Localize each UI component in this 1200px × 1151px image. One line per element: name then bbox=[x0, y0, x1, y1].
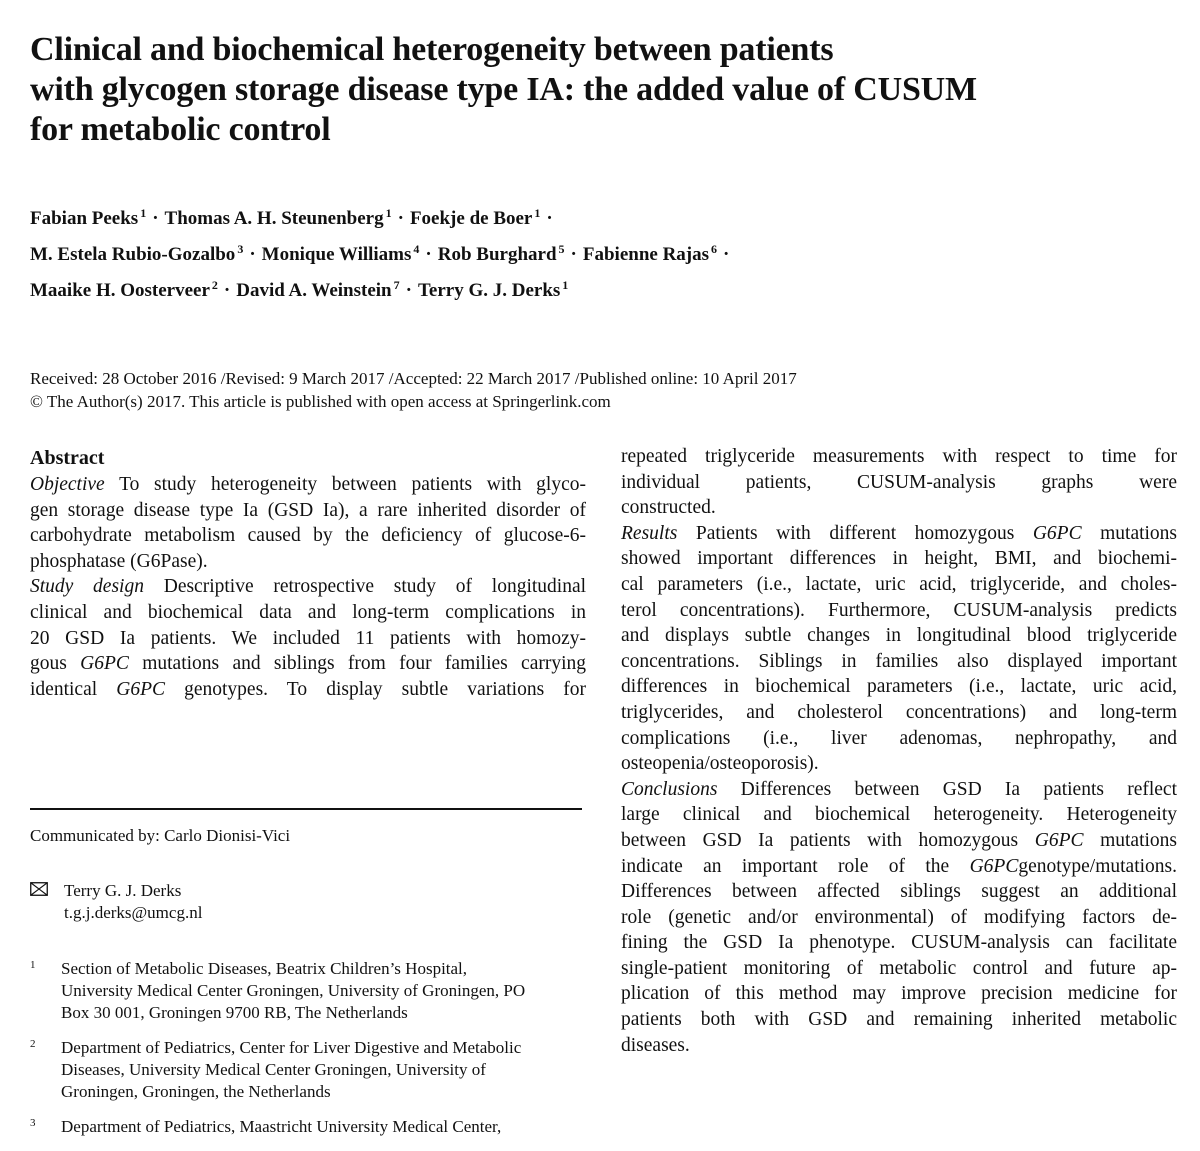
abstract-line bbox=[30, 472, 586, 498]
gene-name: G6PC bbox=[116, 678, 165, 700]
abstract-line bbox=[30, 677, 586, 703]
affiliation-line: Groningen, Groningen, the Netherlands bbox=[61, 1082, 331, 1101]
affiliation-list bbox=[30, 958, 590, 1151]
abstract-line bbox=[621, 828, 1177, 854]
conclusions-label: Conclusions bbox=[621, 778, 718, 800]
gene-name: G6PC bbox=[1034, 829, 1084, 851]
author-affiliation: 5 bbox=[558, 242, 565, 256]
abstract-line bbox=[621, 854, 1177, 880]
abstract-line: individual patients, CUSUM-analysis graphs were bbox=[621, 471, 1177, 493]
correspondence-block bbox=[30, 880, 202, 924]
author-affiliation: 1 bbox=[562, 278, 569, 292]
author-name: Fabienne Rajas bbox=[582, 244, 710, 265]
author-name: Rob Burghard bbox=[437, 244, 557, 265]
line-text: mutations and siblings from four families carrying bbox=[142, 653, 587, 675]
line-text: genotype/mutations. bbox=[1018, 855, 1178, 877]
author-name: Thomas A. H. Steunenberg bbox=[164, 208, 384, 229]
affiliation-line: Diseases, University Medical Center Groningen, University of bbox=[61, 1060, 486, 1079]
affiliation-line: Department of Pediatrics, Center for Liver Digestive and Metabolic bbox=[61, 1038, 522, 1057]
affiliation-number: 3 bbox=[30, 1117, 36, 1129]
author-line bbox=[30, 198, 1150, 234]
abstract-right-column bbox=[621, 444, 1177, 1058]
title-line: with glycogen storage disease type IA: the added value of CUSUM bbox=[30, 71, 977, 108]
copyright-notice: © The Author(s) 2017. This article is published with open access at Springerlink.com bbox=[30, 392, 611, 411]
author-separator: · bbox=[223, 280, 231, 301]
line-text: identical bbox=[30, 678, 98, 700]
line-text: mutations bbox=[1100, 829, 1178, 851]
footnote-divider bbox=[30, 808, 582, 810]
corresponding-author-email[interactable]: t.g.j.derks@umcg.nl bbox=[64, 903, 203, 922]
abstract-line: single-patient monitoring of metabolic control and future ap- bbox=[621, 957, 1177, 979]
author-affiliation: 1 bbox=[140, 206, 147, 220]
abstract-line: concentrations. Siblings in families also displayed important bbox=[621, 650, 1177, 672]
author-name: Terry G. J. Derks bbox=[417, 280, 561, 301]
abstract-line bbox=[30, 651, 586, 677]
article-title bbox=[30, 30, 1150, 150]
author-name: Fabian Peeks bbox=[30, 208, 139, 229]
abstract-line: terol concentrations). Furthermore, CUSUM-analysis predicts bbox=[621, 599, 1177, 621]
abstract-line bbox=[30, 574, 586, 600]
author-separator: · bbox=[570, 244, 577, 265]
history-dates: Received: 28 October 2016 /Revised: 9 March 2017 /Accepted: 22 March 2017 /Published online: 10 April 2017 bbox=[30, 369, 797, 388]
author-separator: · bbox=[397, 208, 404, 229]
line-text: To study heterogeneity between patients with glyco- bbox=[119, 474, 586, 495]
author-affiliation: 3 bbox=[237, 242, 244, 256]
affiliation-number: 2 bbox=[30, 1038, 36, 1050]
author-separator: · bbox=[405, 280, 412, 301]
line-text: indicate an important role of the bbox=[621, 855, 950, 877]
affiliation bbox=[30, 958, 590, 1024]
author-line bbox=[30, 270, 1150, 306]
author-list bbox=[30, 198, 1150, 306]
author-affiliation: 7 bbox=[393, 278, 400, 292]
author-separator: · bbox=[723, 244, 730, 265]
corresponding-author-name: Terry G. J. Derks bbox=[64, 881, 182, 900]
author-separator: · bbox=[425, 244, 432, 265]
affiliation bbox=[30, 1037, 590, 1103]
gene-name: G6PC bbox=[969, 855, 1019, 877]
abstract-line: phosphatase (G6Pase). bbox=[30, 550, 208, 572]
line-text: mutations bbox=[1100, 522, 1178, 544]
abstract-line: diseases. bbox=[621, 1034, 690, 1056]
gene-name: G6PC bbox=[1032, 522, 1082, 544]
abstract-line bbox=[621, 521, 1177, 547]
author-separator: · bbox=[249, 244, 256, 265]
communicated-by: Communicated by: Carlo Dionisi-Vici bbox=[30, 826, 291, 845]
affiliation-line: Box 30 001, Groningen 9700 RB, The Netherlands bbox=[61, 1003, 408, 1022]
abstract-left-column bbox=[30, 444, 586, 702]
abstract-line: showed important differences in height, BMI, and biochemi- bbox=[621, 548, 1177, 570]
affiliation-line: University Medical Center Groningen, University of Groningen, PO bbox=[61, 981, 526, 1000]
author-name: Monique Williams bbox=[261, 244, 412, 265]
abstract-line: clinical and biochemical data and long-term complications in bbox=[30, 601, 586, 623]
author-line bbox=[30, 234, 1150, 270]
abstract-line: 20 GSD Ia patients. We included 11 patients with homozy- bbox=[30, 627, 586, 649]
author-affiliation: 1 bbox=[534, 206, 541, 220]
abstract-line: cal parameters (i.e., lactate, uric acid, triglyceride, and choles- bbox=[621, 573, 1177, 595]
abstract-line: fining the GSD Ia phenotype. CUSUM-analysis can facilitate bbox=[621, 932, 1177, 954]
abstract-line: differences in biochemical parameters (i.e., lactate, uric acid, bbox=[621, 676, 1177, 698]
abstract-line: role (genetic and/or environmental) of modifying factors de- bbox=[621, 906, 1177, 928]
study-design-label: Study design bbox=[30, 576, 144, 598]
title-line: for metabolic control bbox=[30, 111, 331, 148]
line-text: between GSD Ia patients with homozygous bbox=[621, 829, 1019, 851]
author-affiliation: 4 bbox=[413, 242, 420, 256]
abstract-line: carbohydrate metabolism caused by the deficiency of glucose-6- bbox=[30, 525, 586, 547]
affiliation-line: Section of Metabolic Diseases, Beatrix Children’s Hospital, bbox=[61, 959, 468, 978]
line-text: Descriptive retrospective study of longitudinal bbox=[163, 576, 587, 598]
affiliation-line: Department of Pediatrics, Maastricht University Medical Center, bbox=[61, 1117, 502, 1136]
abstract-line: triglycerides, and cholesterol concentrations) and long-term bbox=[621, 701, 1177, 723]
abstract-line: and displays subtle changes in longitudinal blood triglyceride bbox=[621, 625, 1177, 647]
line-text: genotypes. To display subtle variations for bbox=[184, 678, 587, 700]
line-text: Patients with different homozygous bbox=[695, 522, 1015, 544]
author-affiliation: 1 bbox=[385, 206, 392, 220]
abstract-line: large clinical and biochemical heterogeneity. Heterogeneity bbox=[621, 804, 1177, 826]
title-line: Clinical and biochemical heterogeneity between patients bbox=[30, 31, 834, 68]
abstract-line: repeated triglyceride measurements with respect to time for bbox=[621, 446, 1177, 467]
line-text: gous bbox=[30, 653, 67, 675]
abstract-line: complications (i.e., liver adenomas, nephropathy, and bbox=[621, 727, 1177, 749]
abstract-line: patients both with GSD and remaining inherited metabolic bbox=[621, 1009, 1177, 1031]
author-name: Foekje de Boer bbox=[409, 208, 533, 229]
objective-label: Objective bbox=[30, 474, 105, 495]
author-separator: · bbox=[546, 208, 553, 229]
abstract-line: osteopenia/osteoporosis). bbox=[621, 753, 819, 775]
envelope-icon bbox=[30, 882, 48, 896]
abstract-line: plication of this method may improve precision medicine for bbox=[621, 983, 1177, 1005]
author-name: David A. Weinstein bbox=[236, 280, 392, 301]
author-separator: · bbox=[152, 208, 159, 229]
gene-name: G6PC bbox=[80, 653, 129, 675]
affiliation bbox=[30, 1116, 590, 1138]
author-affiliation: 2 bbox=[211, 278, 218, 292]
publication-history bbox=[30, 367, 1150, 413]
author-affiliation: 6 bbox=[711, 242, 718, 256]
author-name: M. Estela Rubio-Gozalbo bbox=[30, 244, 236, 265]
abstract-line: constructed. bbox=[621, 497, 716, 519]
author-name: Maaike H. Oosterveer bbox=[30, 280, 210, 301]
abstract-heading: Abstract bbox=[30, 447, 105, 469]
line-text: Differences between GSD Ia patients reflect bbox=[740, 778, 1177, 800]
abstract-line: Differences between affected siblings suggest an additional bbox=[621, 881, 1177, 903]
results-label: Results bbox=[621, 522, 678, 544]
affiliation-number: 1 bbox=[30, 959, 36, 971]
abstract-line bbox=[621, 777, 1177, 803]
abstract-line: gen storage disease type Ia (GSD Ia), a rare inherited disorder of bbox=[30, 499, 586, 521]
